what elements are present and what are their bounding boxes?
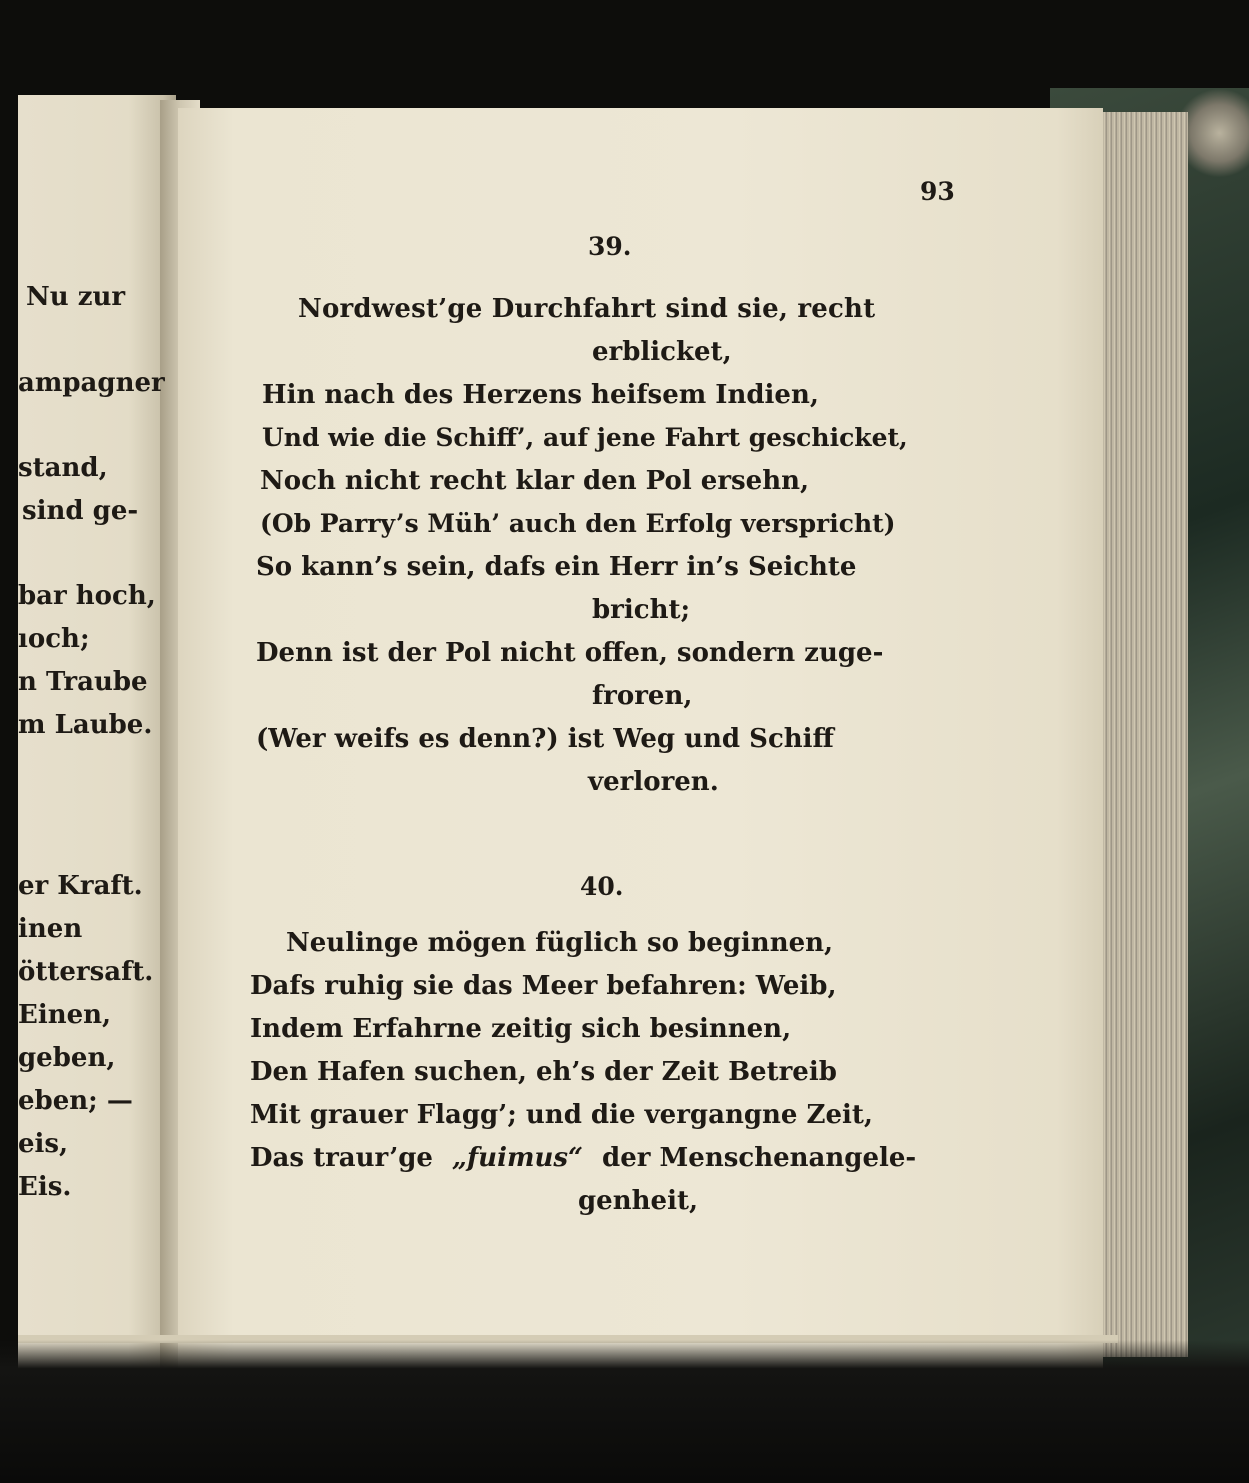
page-edges bbox=[1098, 112, 1188, 1357]
left-page-line: er Kraft. bbox=[18, 871, 143, 901]
stanza-line-end: der Menschenangele- bbox=[602, 1143, 917, 1173]
stanza-line: Mit grauer Flagg’; und die vergangne Zeit, bbox=[250, 1100, 873, 1130]
stanza-line bbox=[250, 1143, 916, 1173]
stanza-line: (Ob Parry’s Müh’ auch den Erfolg verspricht) bbox=[260, 509, 896, 538]
left-page-line: stand, bbox=[18, 453, 108, 483]
stanza-line: Und wie die Schiff’, auf jene Fahrt geschicket, bbox=[262, 423, 908, 452]
left-page-line: sind ge- bbox=[22, 496, 139, 526]
left-page-line: n Traube bbox=[18, 667, 148, 697]
left-page-line: eben; — bbox=[18, 1086, 133, 1116]
left-page-line: Nu zur bbox=[26, 282, 126, 312]
stanza-line: erblicket, bbox=[592, 337, 732, 367]
left-page-line: Einen, bbox=[18, 1000, 112, 1030]
scan-background bbox=[0, 1340, 1249, 1483]
stanza-line: Dafs ruhig sie das Meer befahren: Weib, bbox=[250, 971, 837, 1001]
stanza-line-start: Das traur’ge bbox=[250, 1143, 433, 1173]
stanza-number: 39. bbox=[588, 232, 632, 261]
left-page-line: inen bbox=[18, 914, 83, 944]
left-page-line: ıoch; bbox=[18, 624, 90, 654]
page-number: 93 bbox=[920, 177, 955, 206]
stanza-line: So kann’s sein, dafs ein Herr in’s Seichte bbox=[256, 552, 857, 582]
stanza-number: 40. bbox=[580, 872, 624, 901]
left-page-line: öttersaft. bbox=[18, 957, 154, 987]
left-page-line: bar hoch, bbox=[18, 581, 156, 611]
stanza-line: verloren. bbox=[588, 767, 719, 797]
stanza-line: Neulinge mögen füglich so beginnen, bbox=[286, 928, 834, 958]
stanza-line: Indem Erfahrne zeitig sich besinnen, bbox=[250, 1014, 792, 1044]
left-page-line: ampagner bbox=[18, 368, 165, 398]
left-page-line: geben, bbox=[18, 1043, 116, 1073]
stanza-line: bricht; bbox=[592, 595, 691, 625]
stanza-line: Noch nicht recht klar den Pol ersehn, bbox=[260, 466, 810, 496]
left-page-line: Eis. bbox=[18, 1172, 72, 1202]
stanza-line: Den Hafen suchen, eh’s der Zeit Betreib bbox=[250, 1057, 837, 1087]
stanza-line: Hin nach des Herzens heifsem Indien, bbox=[262, 380, 819, 410]
left-page-line: eis, bbox=[18, 1129, 69, 1159]
stanza-line: froren, bbox=[592, 681, 693, 711]
stanza-line: genheit, bbox=[578, 1186, 699, 1216]
stanza-line: (Wer weifs es denn?) ist Weg und Schiff bbox=[256, 724, 834, 754]
left-page-line: m Laube. bbox=[18, 710, 153, 740]
latin-word: „fuimus“ bbox=[452, 1143, 583, 1173]
stanza-line: Nordwest’ge Durchfahrt sind sie, recht bbox=[298, 294, 876, 324]
stanza-line: Denn ist der Pol nicht offen, sondern zuge- bbox=[256, 638, 884, 668]
